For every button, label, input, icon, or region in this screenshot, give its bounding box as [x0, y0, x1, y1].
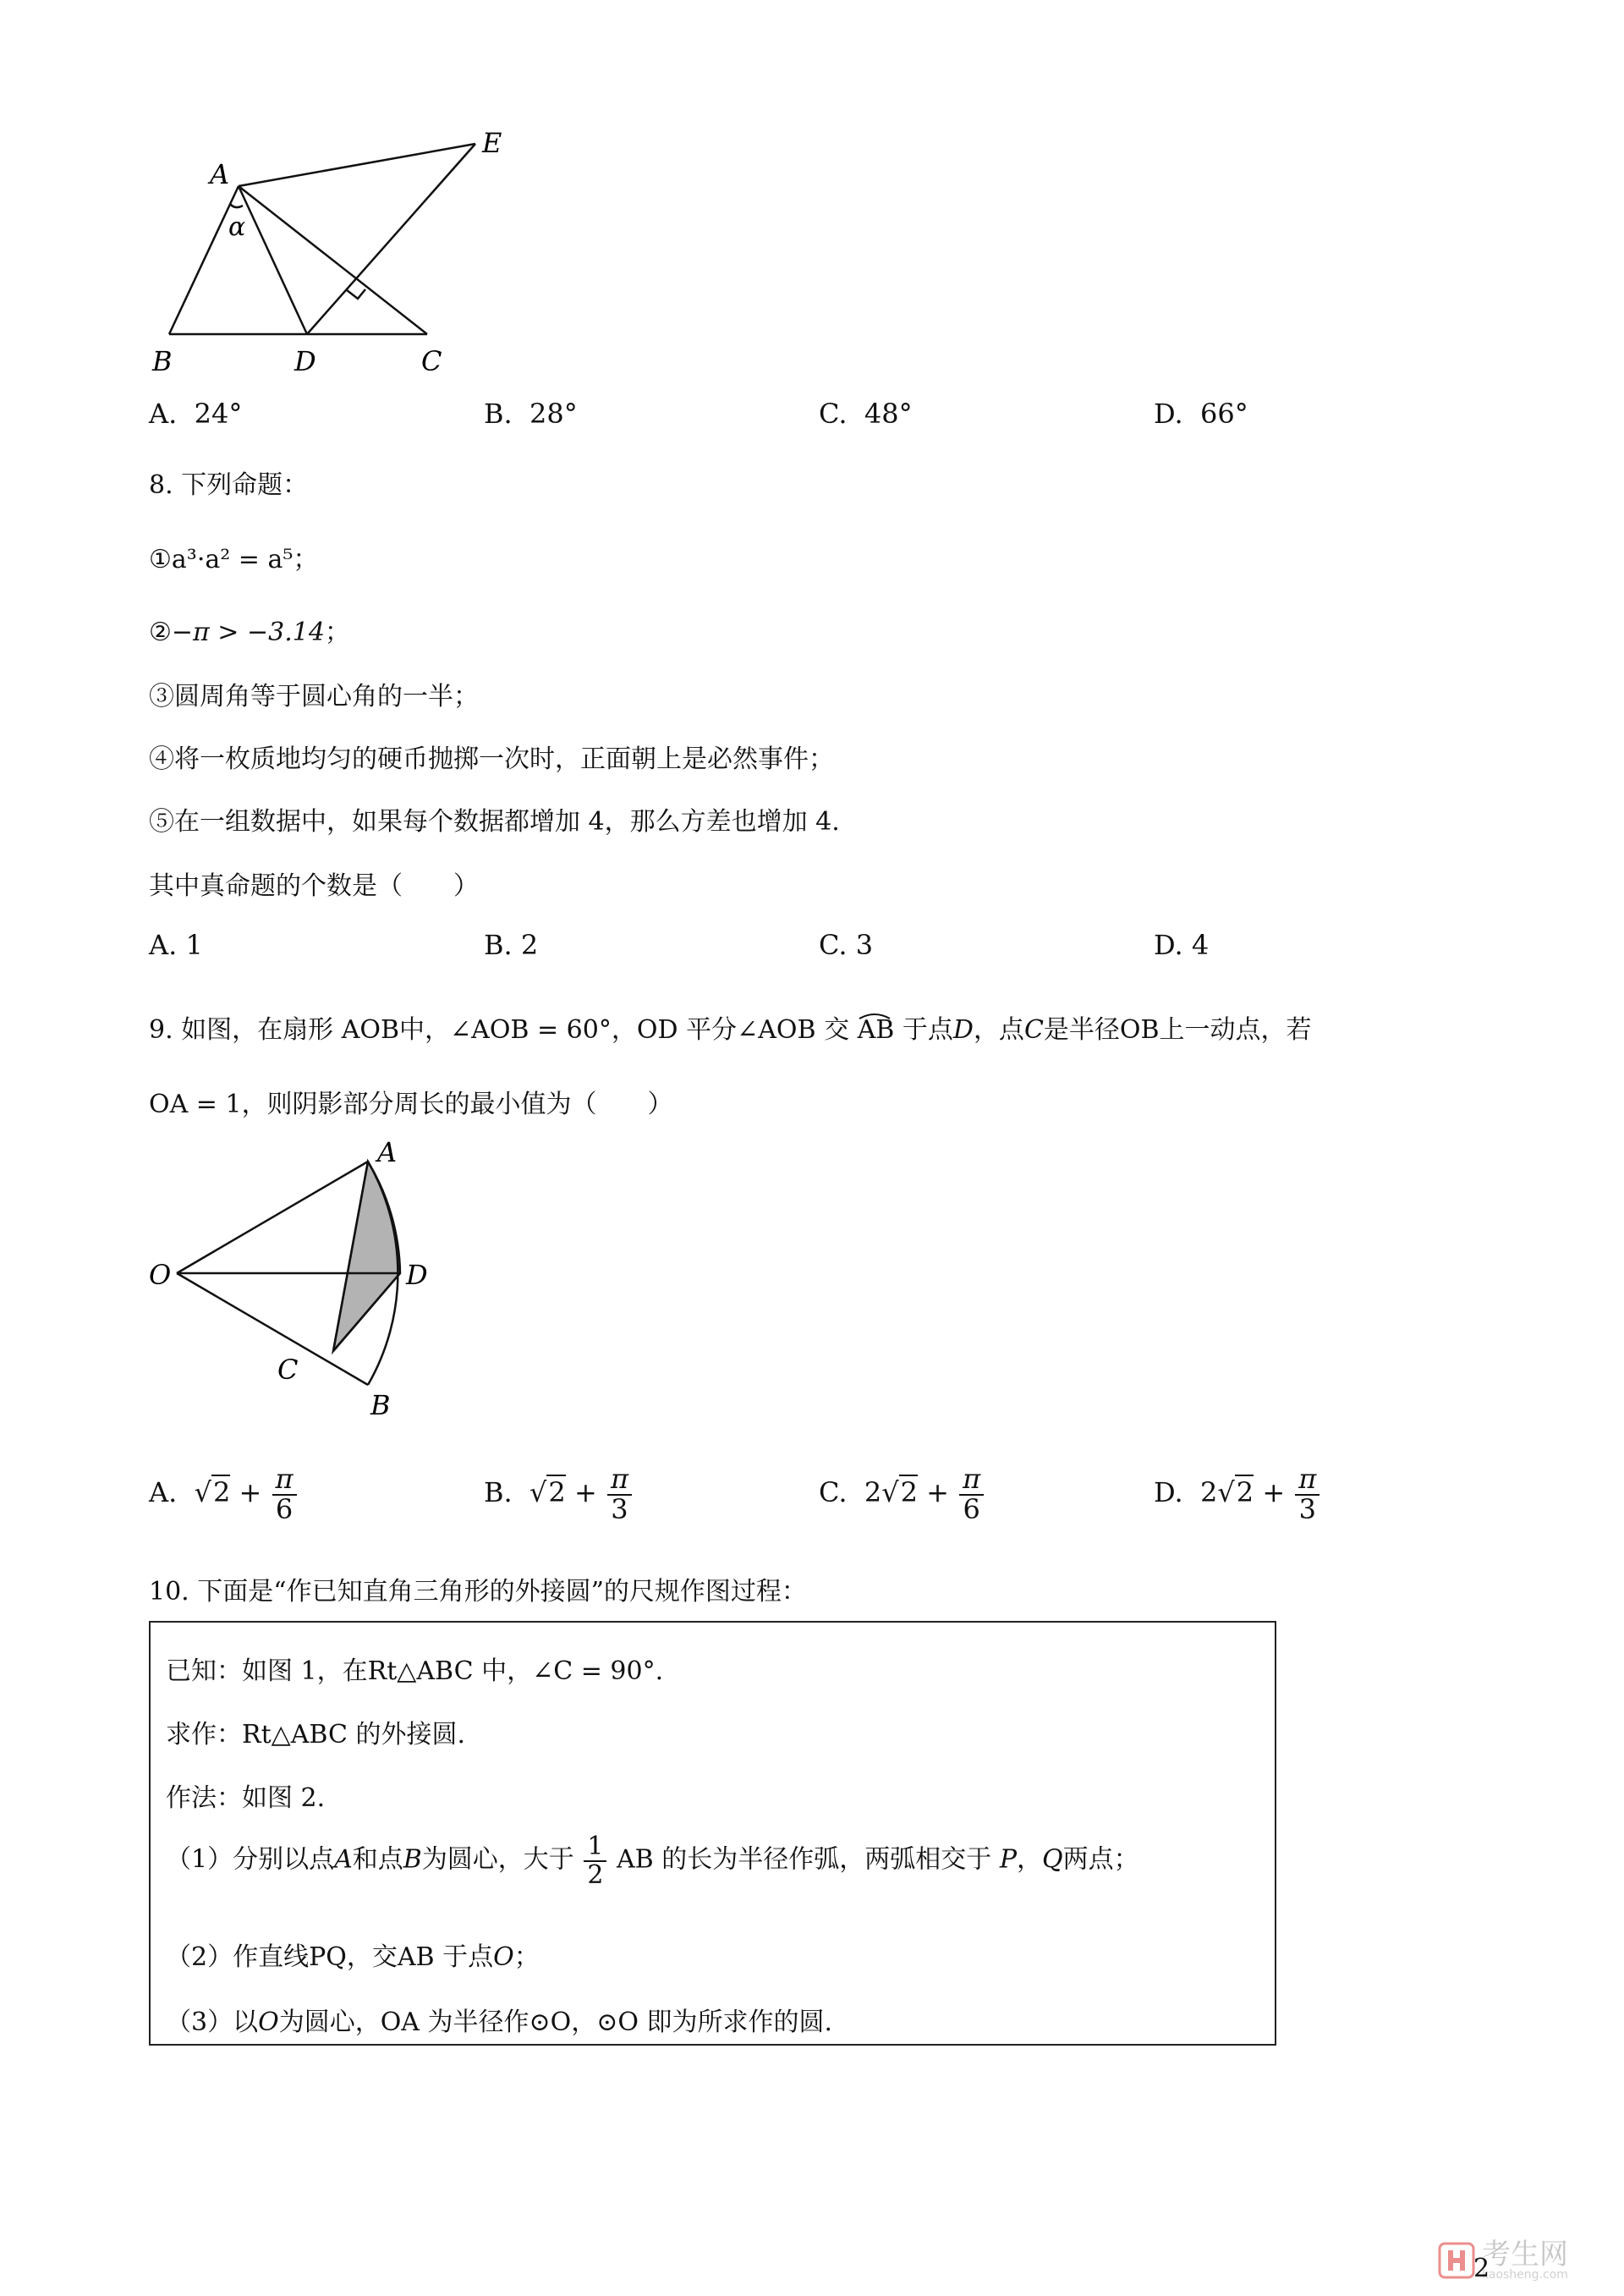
q8-question: 其中真命题的个数是（ ） — [149, 871, 479, 901]
segment-ac — [239, 186, 427, 334]
label-b: B — [152, 345, 173, 377]
watermark-logo-icon — [1438, 2242, 1475, 2279]
label-d: D — [294, 345, 316, 377]
radius-oa — [177, 1162, 368, 1273]
q9-stem-line1: 9. 如图，在扇形 AOB中，∠AOB = 60°，OD 平分∠AOB 交 AB 于点D，点C是半径OB上一动点，若 — [149, 1008, 1312, 1046]
q9-option-a[interactable]: A. √2 + $\frac{\pi}{6}$ — [149, 1465, 299, 1524]
right-angle-mark — [347, 289, 365, 299]
segment-ab — [169, 186, 239, 334]
label-a: A — [377, 1136, 398, 1168]
label-a: A — [210, 158, 230, 190]
q10-step-2: （2）作直线PQ，交AB 于点O； — [166, 1942, 540, 1972]
label-b: B — [370, 1389, 391, 1421]
label-alpha: α — [228, 212, 246, 242]
q10-method: 作法：如图 2. — [166, 1783, 326, 1813]
shaded-region — [333, 1162, 400, 1351]
q7-option-a[interactable]: A. 24° — [149, 398, 243, 430]
q8-stem: 8. 下列命题： — [149, 470, 309, 500]
q8-item-3: ③圆周角等于圆心角的一半； — [149, 682, 479, 711]
q8-option-c[interactable]: C. 3 — [819, 929, 874, 961]
q10-stem: 10. 下面是“作已知直角三角形的外接圆”的尺规作图过程： — [149, 1577, 807, 1607]
q9-option-d[interactable]: D. 2√2 + $\frac{\pi}{3}$ — [1154, 1465, 1321, 1524]
q10-given: 已知：如图 1，在Rt△ABC 中，∠C = 90°. — [166, 1656, 664, 1686]
q7-option-b[interactable]: B. 28° — [484, 398, 578, 430]
q10-find: 求作：Rt△ABC 的外接圆. — [166, 1720, 466, 1749]
q9-option-b[interactable]: B. √2 + $\frac{\pi}{3}$ — [484, 1465, 634, 1524]
arc-ab-mark — [858, 1010, 892, 1020]
q9-figure — [144, 1134, 465, 1421]
q7-option-d[interactable]: D. 66° — [1154, 398, 1248, 430]
label-c: C — [277, 1354, 299, 1386]
q7-option-c[interactable]: C. 48° — [819, 398, 913, 430]
page-number: 2 — [1473, 2254, 1490, 2283]
q8-item-4: ④将一枚质地均匀的硬币抛掷一次时，正面朝上是必然事件； — [149, 744, 834, 774]
q9-option-c[interactable]: C. 2√2 + $\frac{\pi}{6}$ — [819, 1465, 985, 1524]
label-c: C — [421, 345, 442, 377]
label-o: O — [149, 1259, 172, 1291]
angle-alpha-arc — [230, 204, 243, 207]
q8-item-2: ②−π > −3.14； — [149, 618, 350, 647]
label-e: E — [482, 127, 502, 159]
q10-step-3: （3）以O为圆心，OA 为半径作⊙O，⊙O 即为所求作的圆. — [166, 2008, 833, 2037]
segment-ad — [239, 186, 307, 334]
q8-item-1: ①a³·a² = a⁵； — [149, 545, 319, 574]
q8-item-5: ⑤在一组数据中，如果每个数据都增加 4，那么方差也增加 4. — [149, 807, 840, 837]
q9-stem-line2: OA = 1，则阴影部分周长的最小值为（ ） — [149, 1090, 673, 1119]
q10-step-1: （1）分别以点A和点B为圆心，大于 $\frac{1}{2}$ AB 的长为半径作弧，两弧相交于 P，Q两点； — [166, 1832, 1139, 1890]
q8-option-a[interactable]: A. 1 — [149, 929, 203, 961]
segment-ae — [239, 144, 475, 186]
watermark: 考生网 kaosheng.com — [1438, 2240, 1568, 2281]
q7-figure — [144, 118, 541, 381]
label-d: D — [406, 1259, 428, 1291]
q8-option-b[interactable]: B. 2 — [484, 929, 539, 961]
q8-option-d[interactable]: D. 4 — [1154, 929, 1210, 961]
